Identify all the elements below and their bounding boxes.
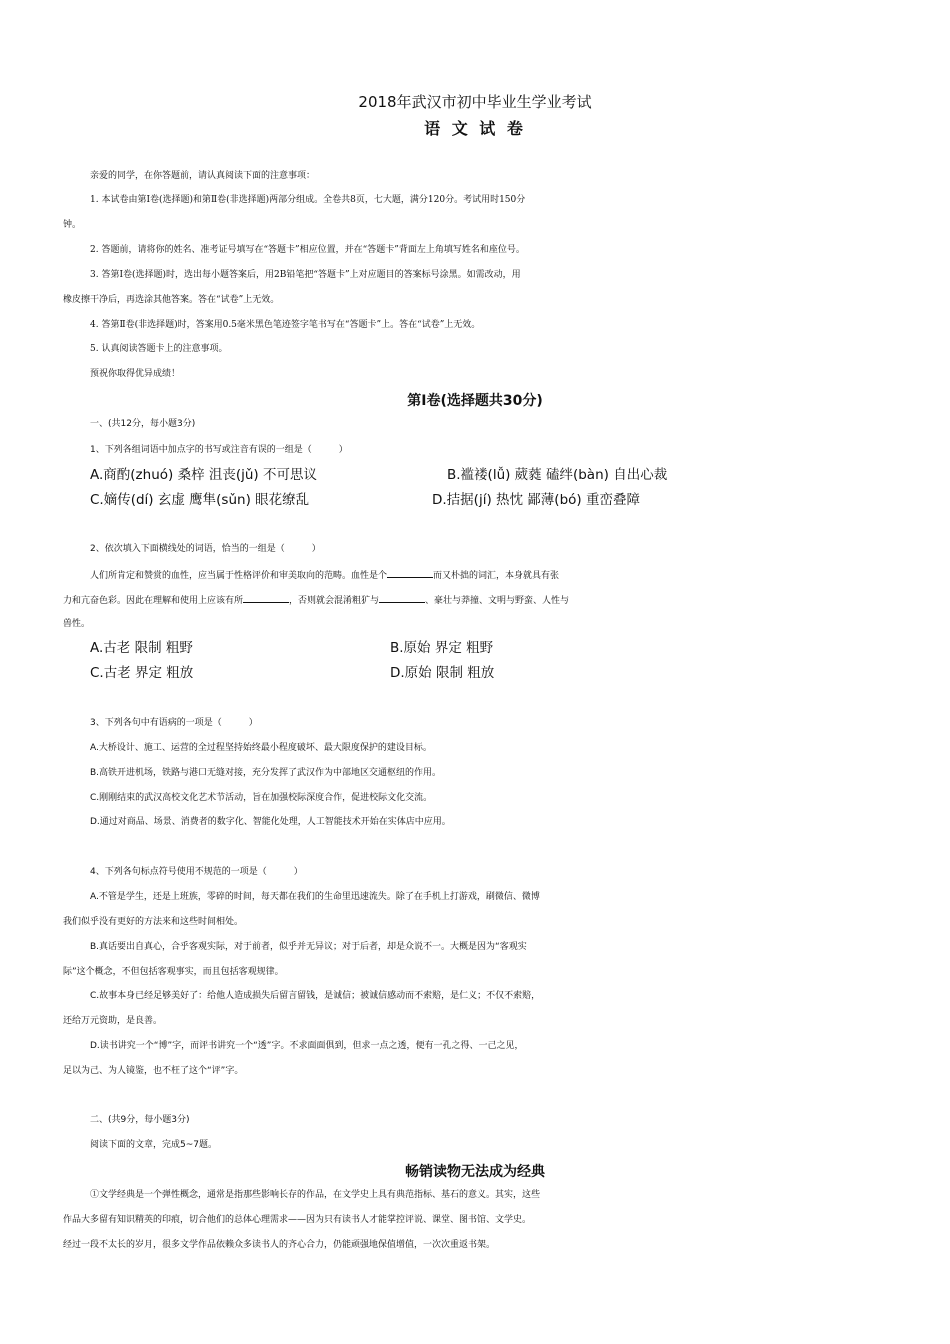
question-1-option-d: D.拮据(jí) 热忱 鄙薄(bó) 重峦叠障 bbox=[432, 492, 640, 508]
q2-text-2a: 力和亢奋色彩。因此在理解和使用上应该有所 bbox=[63, 596, 244, 606]
fill-blank-1 bbox=[387, 565, 433, 578]
question-3-option-a: A.大桥设计、施工、运营的全过程坚持始终最小程度破坏、最大限度保护的建设目标。 bbox=[90, 743, 432, 753]
notice-item-2: 2. 答题前，请将你的姓名、准考证号填写在“答题卡”相应位置，并在“答题卡”背面左上角填写姓名和座位号。 bbox=[90, 245, 525, 255]
question-4-option-d-line-1: D.读书讲究一个“博”字，而评书讲究一个“透”字。不求面面俱到，但求一点之透，便有一孔之得、一己之见， bbox=[90, 1041, 524, 1051]
notice-item-1b: 钟。 bbox=[63, 220, 82, 230]
article-title: 畅销读物无法成为经典 bbox=[405, 1164, 545, 1180]
question-4-option-b-line-2: 际”这个概念，不但包括客观事实，而且包括客观规律。 bbox=[63, 967, 284, 977]
exam-title: 2018年武汉市初中毕业生学业考试 bbox=[358, 93, 592, 111]
question-3-stem: 3、下列各句中有语病的一项是（ ） bbox=[90, 718, 258, 728]
question-3-option-c: C.刚刚结束的武汉高校文化艺术节活动，旨在加强校际深度合作，促进校际文化交流。 bbox=[90, 793, 433, 803]
question-2-passage-line-2 bbox=[63, 590, 893, 610]
notice-item-5: 5. 认真阅读答题卡上的注意事项。 bbox=[90, 344, 228, 354]
section-2-instruction: 阅读下面的文章，完成5~7题。 bbox=[90, 1140, 217, 1150]
exam-subtitle: 语 文 试 卷 bbox=[424, 119, 526, 138]
question-4-option-a-line-2: 我们似乎没有更好的方法来和这些时间相处。 bbox=[63, 917, 244, 927]
article-para-1-line-3: 经过一段不太长的岁月，很多文学作品依赖众多读书人的齐心合力，仍能顽强地保值增值，一次次重返书架。 bbox=[63, 1240, 496, 1250]
notice-intro: 亲爱的同学，在你答题前，请认真阅读下面的注意事项： bbox=[90, 171, 316, 181]
question-2-option-b: B.原始 界定 粗野 bbox=[390, 640, 494, 656]
question-4-option-c-line-2: 还给万元资助，是良善。 bbox=[63, 1016, 163, 1026]
section-1-header: 一、(共12分，每小题3分) bbox=[90, 419, 196, 429]
question-2-stem: 2、依次填入下面横线处的词语，恰当的一组是（ ） bbox=[90, 544, 321, 554]
question-2-option-c: C.古老 界定 粗放 bbox=[90, 665, 194, 681]
article-para-1-line-2: 作品大多留有知识精英的印痕，切合他们的总体心理需求——因为只有读书人才能掌控评说、课堂、图书馆、文学史。 bbox=[63, 1215, 532, 1225]
fill-blank-3 bbox=[379, 590, 425, 603]
question-3-option-b: B.高铁开进机场，铁路与港口无缝对接，充分发挥了武汉作为中部地区交通枢纽的作用。 bbox=[90, 768, 442, 778]
q2-text-1b: 而又朴拙的词汇，本身就具有张 bbox=[433, 571, 560, 581]
question-4-option-c-line-1: C.故事本身已经足够美好了：给他人造成损失后留言留钱，是诚信；被诚信感动而不索赔，是仁义；不仅不索赔， bbox=[90, 991, 541, 1001]
question-1-option-a: A.商酌(zhuó) 桑梓 沮丧(jǔ) 不可思议 bbox=[90, 467, 317, 483]
question-1-stem: 1、下列各组词语中加点字的书写或注音有误的一组是（ ） bbox=[90, 445, 348, 455]
fill-blank-2 bbox=[243, 590, 289, 603]
part1-heading: 第Ⅰ卷(选择题共30分) bbox=[407, 393, 543, 409]
question-1-option-c: C.嫡传(dí) 玄虚 鹰隼(sǔn) 眼花缭乱 bbox=[90, 492, 310, 508]
question-4-option-d-line-2: 足以为己、为人镜鉴，也不枉了这个“评”字。 bbox=[63, 1066, 244, 1076]
question-4-option-b-line-1: B.真话要出自真心，合乎客观实际，对于前者，似乎并无异议；对于后者，却是众说不一。大概是因为“客观实 bbox=[90, 942, 527, 952]
section-2-header: 二、(共9分，每小题3分) bbox=[90, 1115, 190, 1125]
question-1-option-b: B.褴褛(lǚ) 葳蕤 磕绊(bàn) 自出心裁 bbox=[447, 467, 668, 483]
q2-text-2c: 、豪壮与莽撞、文明与野蛮、人性与 bbox=[425, 596, 570, 606]
question-2-passage-line-1 bbox=[90, 565, 893, 585]
q2-text-2b: ，否则就会混淆粗犷与 bbox=[289, 596, 380, 606]
question-3-option-d: D.通过对商品、场景、消费者的数字化、智能化处理，人工智能技术开始在实体店中应用。 bbox=[90, 817, 451, 827]
question-2-option-a: A.古老 限制 粗野 bbox=[90, 640, 193, 656]
notice-item-4: 4. 答第Ⅱ卷(非选择题)时，答案用0.5毫米黑色笔迹签字笔书写在“答题卡”上。答在“试卷”上无效。 bbox=[90, 320, 481, 330]
question-2-passage-line-3: 兽性。 bbox=[63, 619, 91, 629]
notice-item-3b: 橡皮擦干净后，再选涂其他答案。答在“试卷”上无效。 bbox=[63, 295, 280, 305]
question-4-stem: 4、下列各句标点符号使用不规范的一项是（ ） bbox=[90, 867, 303, 877]
q2-text-1a: 人们所肯定和赞赏的血性，应当属于性格评价和审美取向的范畴。血性是个 bbox=[90, 571, 388, 581]
notice-wish: 预祝你取得优异成绩！ bbox=[90, 369, 181, 379]
question-4-option-a-line-1: A.不管是学生，还是上班族，零碎的时间，每天都在我们的生命里迅速流失。除了在手机上打游戏，刷微信、微博 bbox=[90, 892, 540, 902]
question-2-option-d: D.原始 限制 粗放 bbox=[390, 665, 495, 681]
article-para-1-line-1: ①文学经典是一个弹性概念，通常是指那些影响长存的作品，在文学史上具有典范指标、基石的意义。其实，这些 bbox=[90, 1190, 541, 1200]
notice-item-1a: 1. 本试卷由第Ⅰ卷(选择题)和第Ⅱ卷(非选择题)两部分组成。全卷共8页，七大题，满分120分。考试用时150分 bbox=[90, 195, 526, 205]
notice-item-3a: 3. 答第Ⅰ卷(选择题)时，选出每小题答案后，用2B铅笔把“答题卡”上对应题目的答案标号涂黑。如需改动，用 bbox=[90, 270, 521, 280]
